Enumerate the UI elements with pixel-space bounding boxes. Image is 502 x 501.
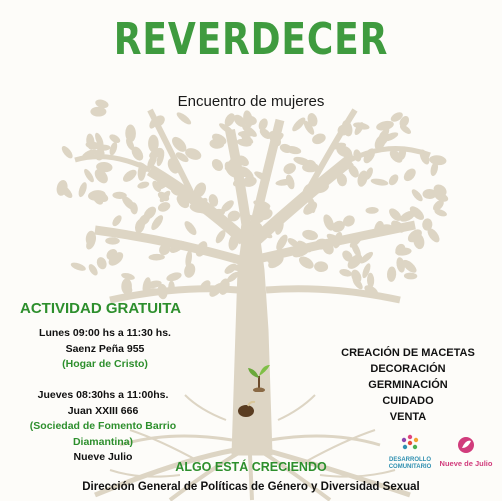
- slogan: ALGO ESTÁ CRECIENDO: [175, 460, 327, 474]
- leaf-shape: [429, 154, 447, 166]
- logo-text-line-2: COMUNITARIO: [388, 463, 432, 470]
- leaf-shape: [183, 262, 197, 279]
- activity-item: VENTA: [389, 411, 427, 423]
- schedule-venue-line-1: (Sociedad de Fomento Barrio: [29, 420, 177, 432]
- activity-item: CUIDADO: [382, 395, 434, 407]
- leaf-shape: [82, 168, 95, 184]
- leaf-shape: [137, 180, 150, 190]
- activity-item: DECORACIÓN: [370, 363, 446, 375]
- leaf-shape: [339, 268, 353, 278]
- desarrollo-comunitario-logo: [382, 434, 438, 470]
- schedule-address: Juan XXIII 666: [67, 404, 139, 417]
- leaf-shape: [95, 256, 108, 271]
- leaf-shape: [121, 167, 139, 184]
- dotted-flower-icon: [399, 434, 421, 452]
- leaf-shape: [314, 261, 329, 273]
- poster-subtitle: Encuentro de mujeres: [177, 93, 325, 110]
- leaf-shape: [401, 166, 418, 183]
- leaf-shape: [387, 173, 400, 187]
- schedule-time: Jueves 08:30hs a 11:00hs.: [37, 389, 169, 401]
- schedule-venue: (Hogar de Cristo): [62, 358, 148, 370]
- organization-name: Dirección General de Políticas de Género y Diversidad Sexual: [82, 481, 420, 493]
- leaf-shape: [156, 200, 171, 213]
- activity-item: CREACIÓN DE MACETAS: [341, 347, 475, 359]
- leaf-shape: [365, 207, 378, 214]
- logo-text: Nueve de Julio: [439, 459, 493, 468]
- activity-title: ACTIVIDAD GRATUITA: [20, 300, 182, 317]
- leaf-shape: [182, 219, 198, 237]
- schedule-time: Lunes 09:00 hs a 11:30 hs.: [39, 327, 171, 339]
- schedule-venue-line-2: Diamantina): [72, 435, 134, 448]
- schedule-address: Saenz Peña 955: [65, 342, 145, 355]
- leaf-shape: [77, 181, 89, 198]
- activity-item: GERMINACIÓN: [368, 379, 448, 391]
- leaf-shape: [395, 256, 406, 273]
- leaf-shape: [282, 161, 298, 176]
- leaf-shape: [165, 271, 182, 283]
- leaf-shape: [370, 177, 389, 186]
- leaf-shape: [210, 157, 226, 173]
- seedling-icon: [244, 362, 274, 392]
- leaf-shape: [386, 266, 396, 282]
- leaf-shape: [404, 272, 418, 279]
- leaf-shape: [60, 144, 75, 160]
- pink-leaf-icon: [456, 436, 476, 454]
- schedule-city: Nueve Julio: [73, 451, 133, 463]
- nueve-de-julio-logo: [434, 436, 498, 468]
- leaf-shape: [301, 228, 319, 241]
- leaf-shape: [70, 261, 87, 273]
- schedule-monday: [20, 326, 190, 373]
- leaf-shape: [175, 110, 193, 126]
- schedule-thursday: [18, 388, 188, 466]
- leaf-shape: [410, 188, 425, 203]
- leaf-shape: [257, 117, 269, 132]
- sprouting-seed-icon: [236, 400, 258, 418]
- leaf-shape: [148, 254, 165, 261]
- logo-text-line-1: DESARROLLO: [389, 457, 431, 463]
- poster-title: REVERDECER: [113, 14, 389, 65]
- leaf-shape: [111, 214, 124, 228]
- activity-list: [338, 345, 478, 425]
- leaf-shape: [105, 237, 120, 245]
